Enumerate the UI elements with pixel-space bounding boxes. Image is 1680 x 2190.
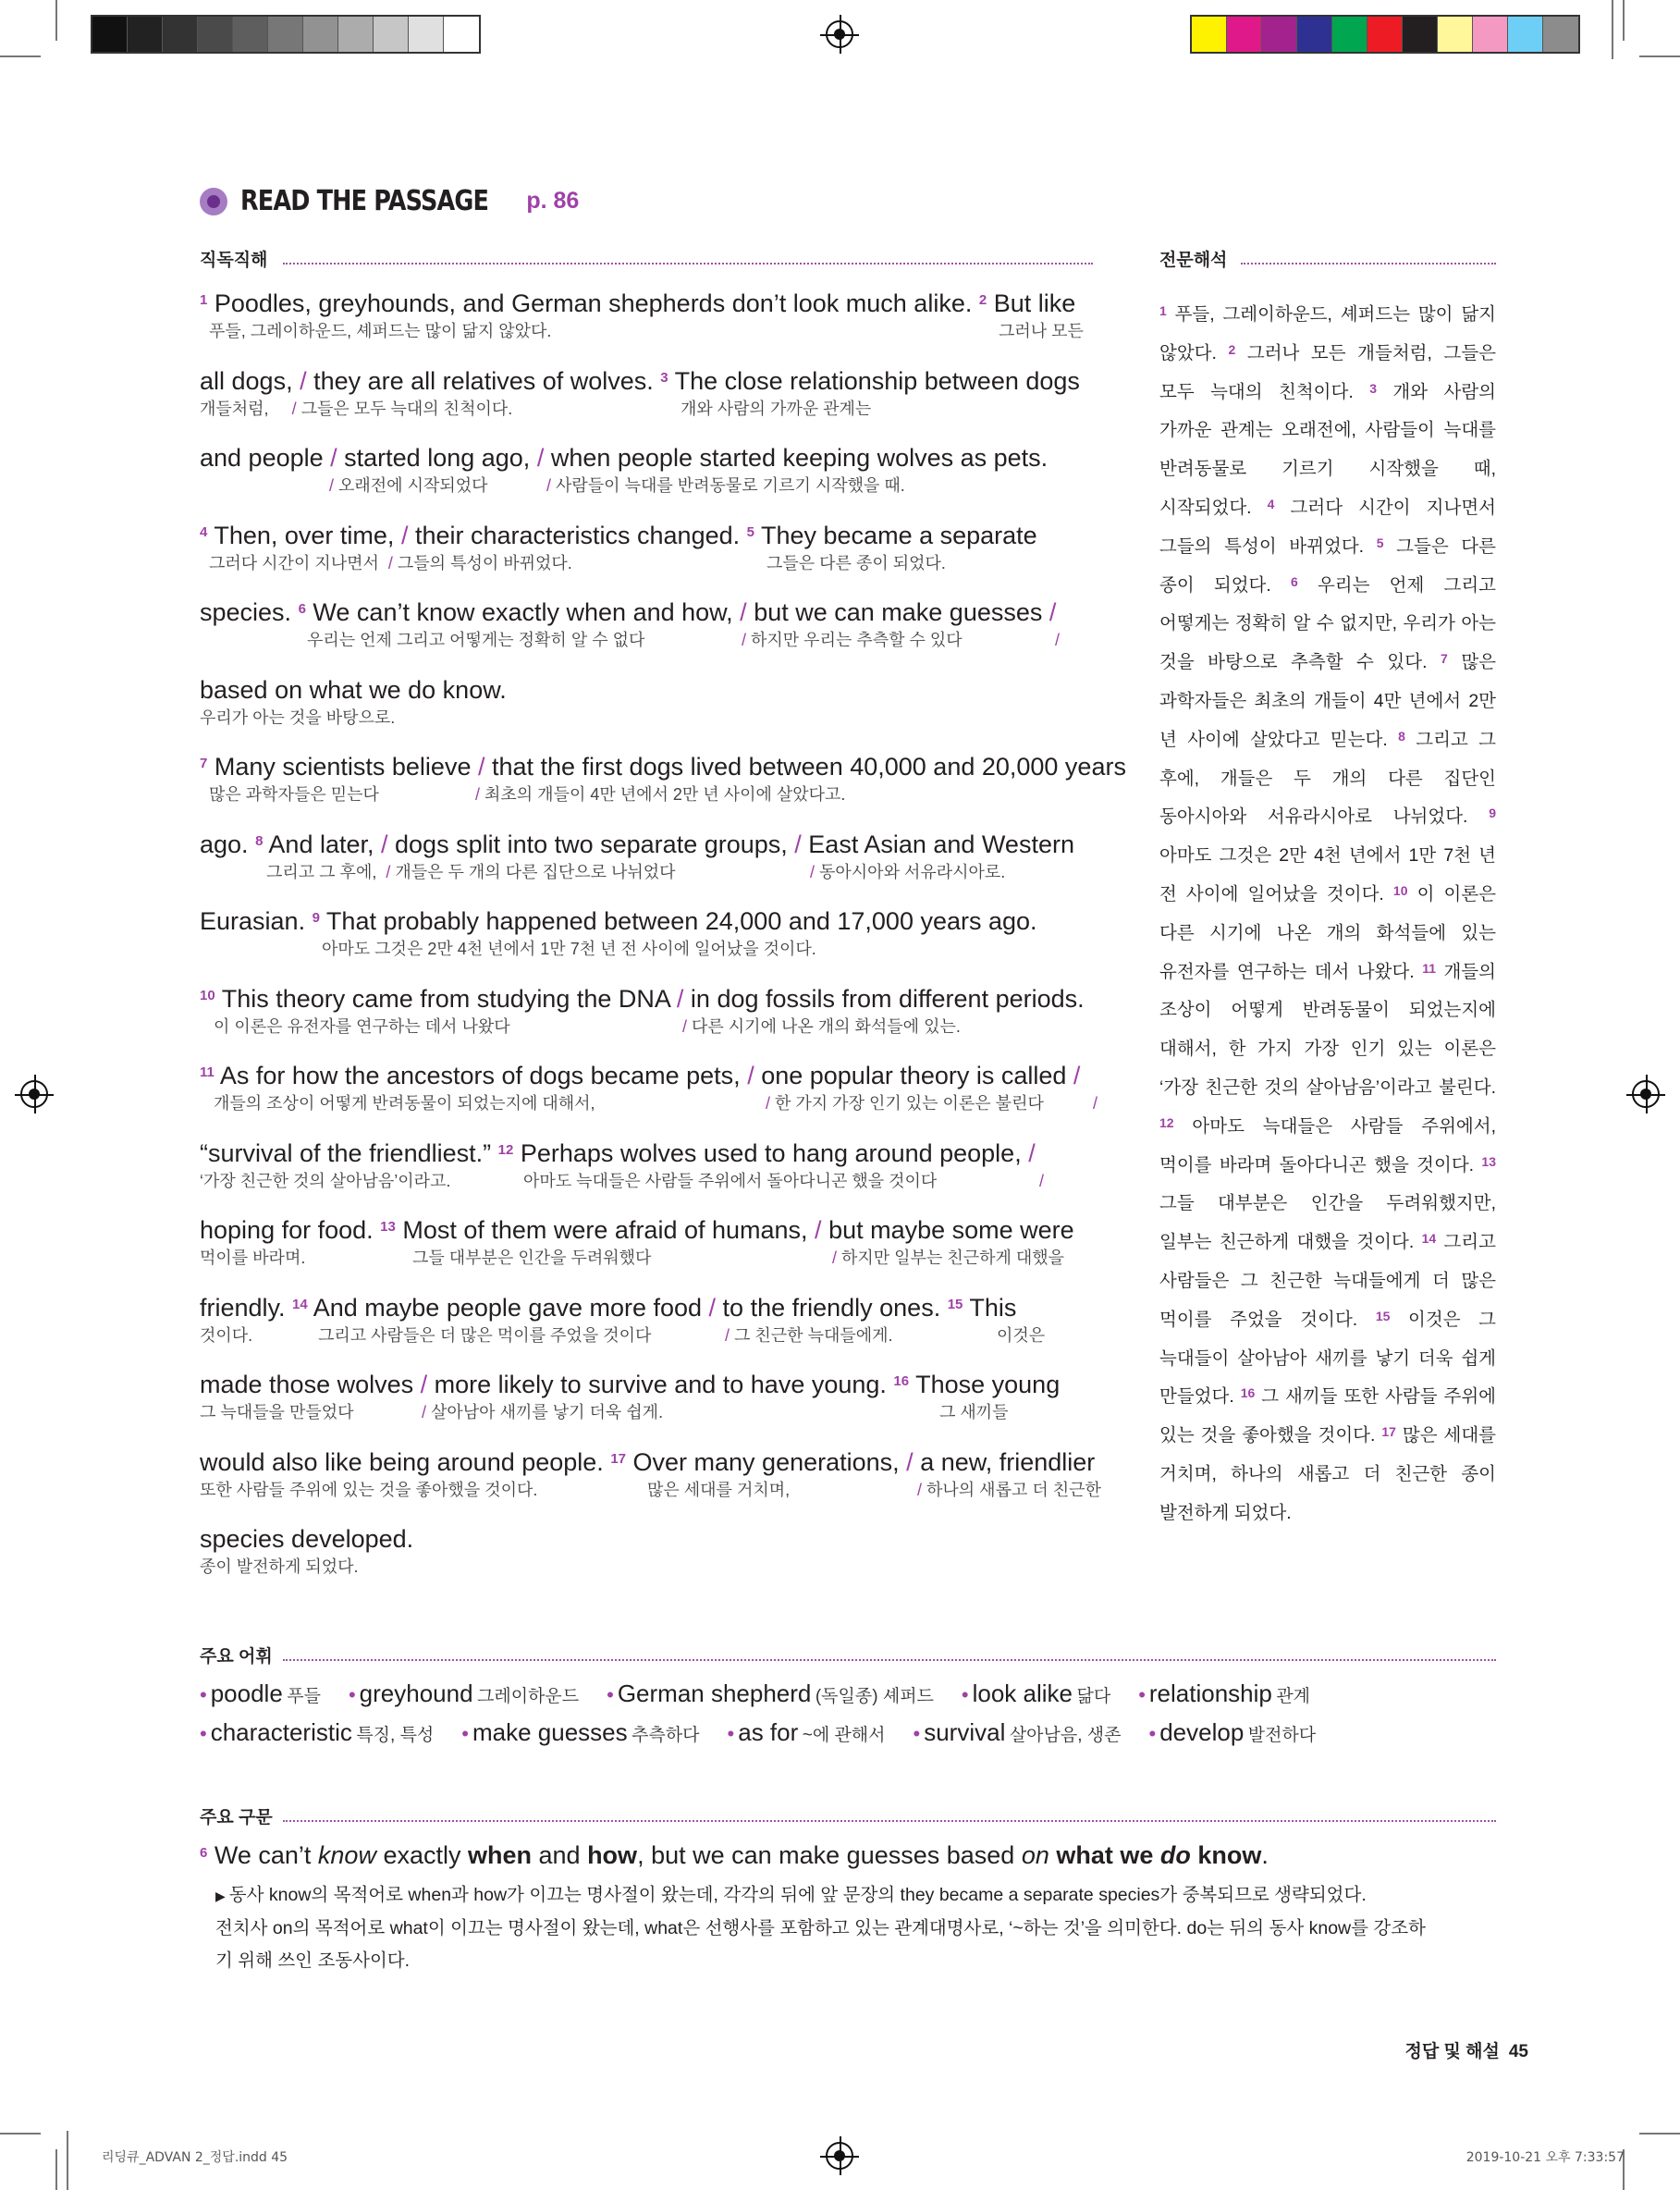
vocab-meaning: 추측하다	[632, 1726, 700, 1745]
english-sentence: species developed.	[200, 1525, 414, 1553]
registration-mark-icon	[826, 20, 853, 48]
korean-gloss: 종이 발전하게 되었다.	[200, 1557, 359, 1576]
registration-mark-icon	[826, 2142, 853, 2170]
color-swatch	[233, 17, 268, 52]
color-swatch	[1403, 17, 1438, 52]
color-swatch	[374, 17, 409, 52]
full-translation-text: $^1$ 푸들, 그레이하운드, 셰퍼드는 많이 닮지 않았다. $^2$ 그러나 모든 개들처럼, 그들은 모두 늑대의 친척이다. $^3$ 개와 사람의 가까운 관계는 오래전에, 사람들이 늑대를 반려동물로 기르기 시작했을 때, 시작되었다. $^4$ 그러다 시간이 지나면서 그들의 특성이 바뀌었다. $^5$ 그들은 다른 종이 되었다. $^6$ 우리는 언제 그리고 어떻게는 정확히 알 수 없지만, 우리가 아는 것을 바탕으로 추측할 수 있다. $^7$ 많은 과학자들은 최초의 개들이 4만 년에서 2만 년 사이에 살았다고 믿는다. $^8$ 그리고 그 후에, 개들은 두 개의 다른 집단인 동아시아와 서유라시아로 나뉘었다. $^9$ 아마도 그것은 2만 4천 년에서 1만 7천 년 전 사이에 일어났을 것이다. $^{10}$ 이 이론은 다른 시기에 나온 개의 화석들에 있는 유전자를 연구하는 데서 나왔다. $^{11}$ 개들의 조상이 어떻게 반려동물이 되었는지에 대해서, 한 가지 가장 인기 있는 이론은 ‘가장 친근한 것의 살아남음’이라고 불린다. $^{12}$ 아마도 늑대들은 사람들 주위에서, 먹이를 바라며 돌아다니곤 했을 것이다. $^{13}$ 그들 대부분은 인간을 두려워했지만, 일부는 친근하게 대했을 것이다. $^{14}$ 그리고 사람들은 그 친근한 늑대들에게 더 많은 먹이를 주었을 것이다. $^{15}$ 이것은 그 늑대들이 살아남아 새끼를 낳기 더욱 쉽게 만들었다. $^{16}$ 그 새끼들 또한 사람들 주위에 있는 것을 좋아했을 것이다. $^{17}$ 많은 세대를 거치며, 하나의 새롭고 더 친근한 종이 발전하게 되었다.	[1159, 303, 1497, 1523]
slug-left: 리딩큐_ADVAN 2_정답.indd 45	[102, 2150, 288, 2165]
color-swatch	[268, 17, 303, 52]
page-title: READ THE PASSAGE	[240, 185, 489, 217]
crop-mark	[0, 2133, 41, 2135]
vocab-item	[1149, 1718, 1317, 1747]
registration-mark-icon	[1632, 1080, 1660, 1108]
vocab-word: characteristic	[210, 1718, 352, 1746]
korean-gloss: 개들의 조상이 어떻게 반려동물이 되었는지에 대해서, / 한 가지 가장 인기 있는 이론은 불린다 /	[200, 1094, 1098, 1113]
vocab-meaning: 닮다	[1076, 1687, 1111, 1706]
korean-gloss: 푸들, 그레이하운드, 셰퍼드는 많이 닮지 않았다. 그러나 모든	[200, 322, 1084, 340]
vocab-meaning: 특징, 특성	[356, 1726, 435, 1745]
english-sentence: friendly. $^{14}$ And maybe people gave more food / to the friendly ones. $^{15}$ This	[200, 1293, 1017, 1322]
slug-right: 2019-10-21 오후 7:33:57	[1465, 2150, 1625, 2165]
color-swatch	[92, 17, 128, 52]
grammar-section	[200, 1837, 1494, 1977]
vocab-list	[200, 1679, 1494, 1757]
bullet-icon: •	[961, 1683, 969, 1706]
grammar-sentence: $^6$ We can’t know exactly when and how, but we can make guesses based on what we do know.	[200, 1841, 1269, 1869]
vocab-word: survival	[924, 1718, 1006, 1746]
passage-line	[200, 1061, 1138, 1138]
color-swatch	[1297, 17, 1332, 52]
vocab-row	[200, 1679, 1494, 1718]
english-sentence: $^7$ Many scientists believe / that the first dogs lived between 40,000 and 20,000 years	[200, 753, 1126, 781]
crop-mark	[1612, 0, 1613, 59]
color-swatch	[444, 17, 479, 52]
vocab-meaning: 그레이하운드	[477, 1687, 580, 1706]
crop-mark	[1639, 2133, 1680, 2135]
english-sentence: “survival of the friendliest.” $^{12}$ Perhaps wolves used to hang around people, /	[200, 1138, 1036, 1167]
footer-label: 정답 및 해설	[1404, 2042, 1500, 2061]
color-swatch	[1227, 17, 1262, 52]
english-sentence: $^{11}$ As for how the ancestors of dogs became pets, / one popular theory is called /	[200, 1062, 1081, 1089]
passage-line	[200, 1293, 1138, 1371]
page-reference: p. 86	[526, 188, 580, 214]
color-swatch	[1438, 17, 1473, 52]
vocab-label: 주요 어휘	[200, 1647, 273, 1667]
vocab-meaning: 푸들	[287, 1687, 321, 1706]
korean-gloss: 그 늑대들을 만들었다 / 살아남아 새끼를 낳기 더욱 쉽게. 그 새끼들	[200, 1403, 1009, 1421]
crop-mark	[1639, 55, 1680, 57]
passage-line: species. $^6$ We can’t know exactly when and how, / but we can make guesses / 우리는 언제 그리고 어떻게는 정확히 알 수 없다 / 하지만 우리는 추측할 수 있다 /	[200, 597, 1138, 675]
passage-line	[200, 752, 1138, 830]
vocab-meaning: (독일종) 셰퍼드	[815, 1687, 934, 1706]
passage-line: Eurasian. $^9$ That probably happened between 24,000 and 17,000 years ago. 아마도 그것은 2만 4천 년에서 1만 7천 년 전 사이에 일어났을 것이다.	[200, 906, 1138, 984]
vocab-item	[962, 1679, 1110, 1708]
full-translation-label: 전문해석	[1159, 251, 1228, 270]
english-sentence: made those wolves / more likely to survive and to have young. $^{16}$ Those young	[200, 1371, 1061, 1398]
color-swatch	[163, 17, 198, 52]
vocab-word: develop	[1159, 1718, 1245, 1746]
passage-line	[200, 289, 1138, 366]
section-header	[200, 185, 579, 217]
crop-mark	[55, 2149, 57, 2190]
korean-gloss: 우리가 아는 것을 바탕으로.	[200, 707, 396, 727]
vocab-word: German shepherd	[617, 1679, 812, 1707]
registration-mark-icon	[20, 1080, 48, 1108]
color-swatch	[338, 17, 374, 52]
passage-line	[200, 1215, 1138, 1293]
vocab-item	[1138, 1679, 1310, 1708]
english-sentence: and people / started long ago, / when people started keeping wolves as pets.	[200, 444, 1048, 472]
passage-line	[200, 521, 1138, 598]
divider	[283, 263, 1093, 265]
bullet-icon: •	[913, 1722, 921, 1745]
bullet-icon: •	[1138, 1683, 1146, 1706]
english-sentence: would also like being around people. $^{17}$ Over many generations, / a new, friendlier	[200, 1447, 1096, 1476]
korean-gloss: 그러다 시간이 지나면서 / 그들의 특성이 바뀌었다. 그들은 다른 종이 되었다.	[200, 553, 946, 572]
vocab-word: greyhound	[359, 1679, 473, 1707]
passage-line	[200, 1524, 1138, 1602]
english-sentence: ago. $^8$ And later, / dogs split into two separate groups, / East Asian and Western	[200, 830, 1074, 858]
color-swatch	[1262, 17, 1297, 52]
divider	[283, 1659, 1496, 1661]
passage-line	[200, 675, 1138, 753]
vocab-item	[607, 1679, 934, 1708]
vocab-meaning: 살아남음, 생존	[1009, 1726, 1122, 1745]
korean-gloss: 개들처럼, / 그들은 모두 늑대의 친척이다. 개와 사람의 가까운 관계는	[200, 399, 872, 418]
grammar-label: 주요 구문	[200, 1808, 273, 1827]
english-sentence: $^1$ Poodles, greyhounds, and German shepherds don’t look much alike. $^2$ But like	[200, 289, 1076, 317]
vocab-word: poodle	[210, 1679, 283, 1707]
page-number: 45	[1508, 2042, 1528, 2061]
vocab-row	[200, 1718, 1494, 1757]
literal-translation-label: 직독직해	[200, 251, 268, 270]
color-swatches	[1190, 15, 1580, 54]
vocab-word: relationship	[1148, 1679, 1272, 1707]
crop-mark	[0, 55, 41, 57]
color-swatch	[1367, 17, 1403, 52]
passage-line	[200, 1138, 1138, 1216]
korean-gloss: 많은 과학자들은 믿는다 / 최초의 개들이 4만 년에서 2만 년 사이에 살았다고.	[200, 785, 846, 804]
color-swatch	[409, 17, 444, 52]
color-swatch	[128, 17, 163, 52]
vocab-word: look alike	[972, 1679, 1073, 1707]
korean-gloss: ‘가장 친근한 것의 살아남음’이라고. 아마도 늑대들은 사람들 주위에서 돌아다니곤 했을 것이다 /	[200, 1171, 1045, 1190]
korean-gloss: 이 이론은 유전자를 연구하는 데서 나왔다 / 다른 시기에 나온 개의 화석들에 있는.	[200, 1016, 961, 1036]
divider	[283, 1820, 1496, 1822]
bullet-icon: •	[348, 1683, 356, 1706]
passage-line	[200, 984, 1138, 1062]
crop-mark	[55, 0, 57, 41]
bullet-icon: •	[461, 1722, 469, 1745]
vocab-item	[914, 1718, 1122, 1747]
vocab-item	[728, 1718, 886, 1747]
english-sentence: species. $^6$ We can’t know exactly when and how, / but we can make guesses /	[200, 598, 1057, 626]
color-swatch	[1543, 17, 1578, 52]
english-sentence: Eurasian. $^9$ That probably happened between 24,000 and 17,000 years ago.	[200, 907, 1037, 935]
color-swatch	[1473, 17, 1508, 52]
korean-gloss: 먹이를 바라며. 그들 대부분은 인간을 두려워했다 / 하지만 일부는 친근하게 대했을	[200, 1249, 1065, 1267]
crop-mark	[1623, 0, 1625, 41]
header-bullet-icon	[200, 188, 227, 215]
passage	[200, 289, 1138, 1602]
color-swatch	[303, 17, 338, 52]
page-footer	[1405, 2037, 1528, 2062]
bullet-icon: •	[1148, 1722, 1157, 1745]
passage-line	[200, 1370, 1138, 1447]
color-swatch	[1332, 17, 1367, 52]
bullet-icon: •	[200, 1683, 207, 1706]
vocab-meaning: ~에 관해서	[802, 1726, 886, 1745]
grayscale-swatches	[91, 15, 481, 54]
passage-line: ago. $^8$ And later, / dogs split into two separate groups, / East Asian and Western 그리고 그 후에, / 개들은 두 개의 다른 집단으로 나뉘었다 / 동아시아와 서유라시아로.	[200, 830, 1138, 907]
english-sentence: based on what we do know.	[200, 675, 507, 704]
bullet-icon: •	[200, 1722, 207, 1745]
bullet-icon: •	[607, 1683, 614, 1706]
vocab-word: as for	[738, 1718, 799, 1746]
vocab-meaning: 관계	[1276, 1687, 1311, 1706]
english-sentence: hoping for food. $^{13}$ Most of them were afraid of humans, / but maybe some were	[200, 1216, 1074, 1244]
vocab-item	[200, 1718, 434, 1747]
korean-gloss: 또한 사람들 주위에 있는 것을 좋아했을 것이다. 많은 세대를 거치며, / 하나의 새롭고 더 친근한	[200, 1480, 1101, 1499]
vocab-item	[200, 1679, 321, 1708]
bullet-icon: •	[727, 1722, 735, 1745]
vocab-item	[349, 1679, 579, 1708]
passage-line	[200, 366, 1138, 444]
vocab-meaning: 발전하다	[1247, 1726, 1317, 1745]
color-swatch	[198, 17, 233, 52]
korean-gloss: 것이다. 그리고 사람들은 더 많은 먹이를 주었을 것이다 / 그 친근한 늑대들에게. 이것은	[200, 1325, 1046, 1345]
color-swatch	[1508, 17, 1543, 52]
passage-line: and people / started long ago, / when people started keeping wolves as pets. / 오래전에 시작되었다 / 사람들이 늑대를 반려동물로 기르기 시작했을 때.	[200, 443, 1138, 521]
crop-mark	[67, 2131, 68, 2190]
divider	[1241, 263, 1496, 265]
vocab-item	[461, 1718, 699, 1747]
vocab-word: make guesses	[472, 1718, 628, 1746]
english-sentence: all dogs, / they are all relatives of wolves. $^3$ The close relationship between dogs	[200, 366, 1080, 395]
english-sentence: $^{10}$ This theory came from studying the DNA / in dog fossils from different periods.	[200, 984, 1085, 1013]
color-swatch	[1192, 17, 1227, 52]
grammar-explanation: ▶ 동사 know의 목적어로 when과 how가 이끄는 명사절이 왔는데, 각각의 뒤에 앞 문장의 they became a separate species가 중복되므로 생략되었다. 전치사 on의 목적어로 what이 이끄는 명사절이 왔는데, what은 선행사를 포함하고 있는 관계대명사로, ‘~하는 것’을 의미한다. do는 뒤의 동사 know를 강조하 기 위해 쓰인 조동사이다.	[215, 1885, 1426, 1971]
english-sentence: $^4$ Then, over time, / their characteristics changed. $^5$ They became a separate	[200, 521, 1037, 549]
passage-line	[200, 1447, 1138, 1525]
